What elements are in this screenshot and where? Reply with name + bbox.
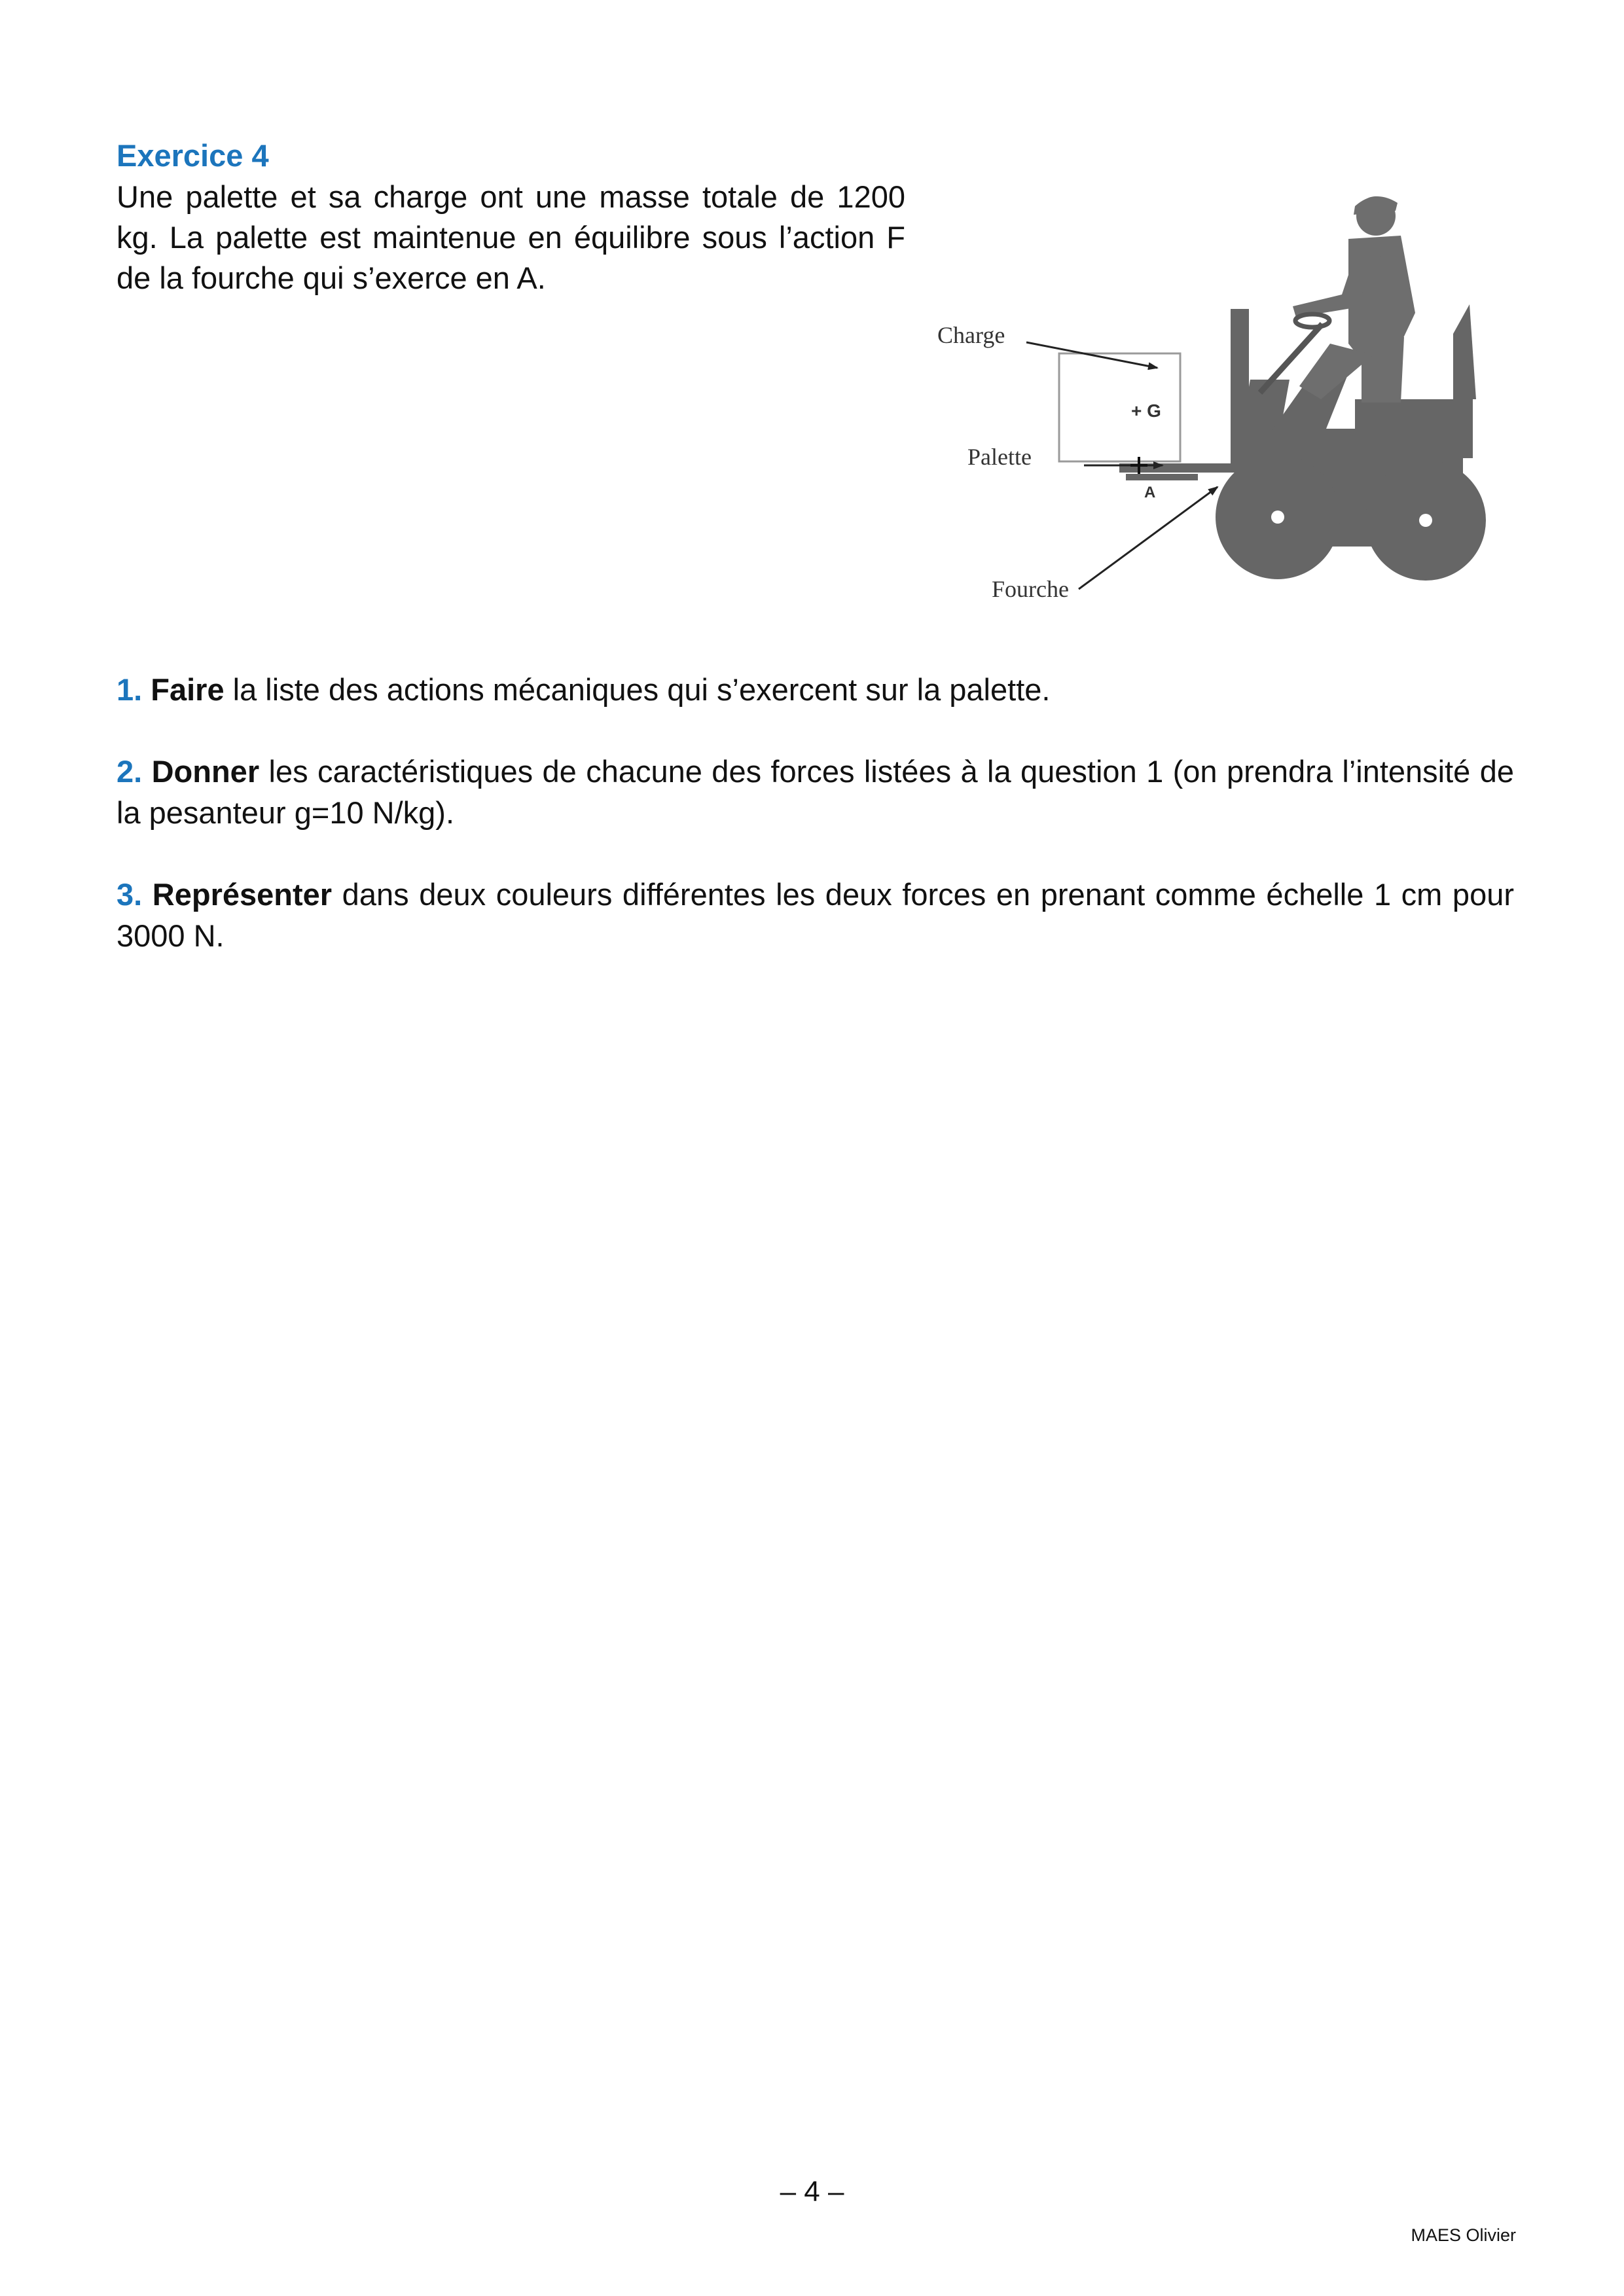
point-a-label: A — [1144, 484, 1156, 501]
steering-wheel — [1295, 314, 1329, 327]
fourche-arrow — [1079, 487, 1218, 589]
question-3-verb: Représenter — [152, 877, 333, 912]
palette-label: Palette — [967, 444, 1032, 470]
point-g-label: + G — [1131, 401, 1161, 421]
forklift-figure — [929, 177, 1519, 622]
question-3-number: 3. — [117, 877, 143, 912]
question-3-text: dans deux couleurs différentes les deux forces en prenant comme échelle 1 cm pour 3000 N. — [117, 877, 1514, 953]
question-1-number: 1. — [117, 672, 143, 707]
page-number: – 4 – — [780, 2176, 844, 2208]
driver-silhouette — [1293, 196, 1415, 403]
question-1-text: la liste des actions mécaniques qui s’exercent sur la palette. — [224, 672, 1051, 707]
question-3 — [117, 874, 1514, 956]
question-2-number: 2. — [117, 754, 143, 789]
question-1-verb: Faire — [151, 672, 225, 707]
exercise-title: Exercice 4 — [117, 138, 269, 173]
footer-author: MAES Olivier — [1411, 2225, 1516, 2245]
question-2-verb: Donner — [151, 754, 260, 789]
charge-box — [1059, 353, 1180, 461]
charge-label: Charge — [937, 322, 1005, 348]
fourche-label: Fourche — [992, 576, 1069, 602]
question-1 — [117, 669, 1514, 710]
question-2 — [117, 751, 1514, 833]
exercise-intro: Une palette et sa charge ont une masse totale de 1200 kg. La palette est maintenue en équilibre sous l’action F de la fourche qui s’exerce en A. — [117, 179, 905, 295]
question-2-text: les caractéristiques de chacune des forces listées à la question 1 (on prendra l’intensité de la pesanteur g=10 N/kg). — [117, 754, 1514, 830]
